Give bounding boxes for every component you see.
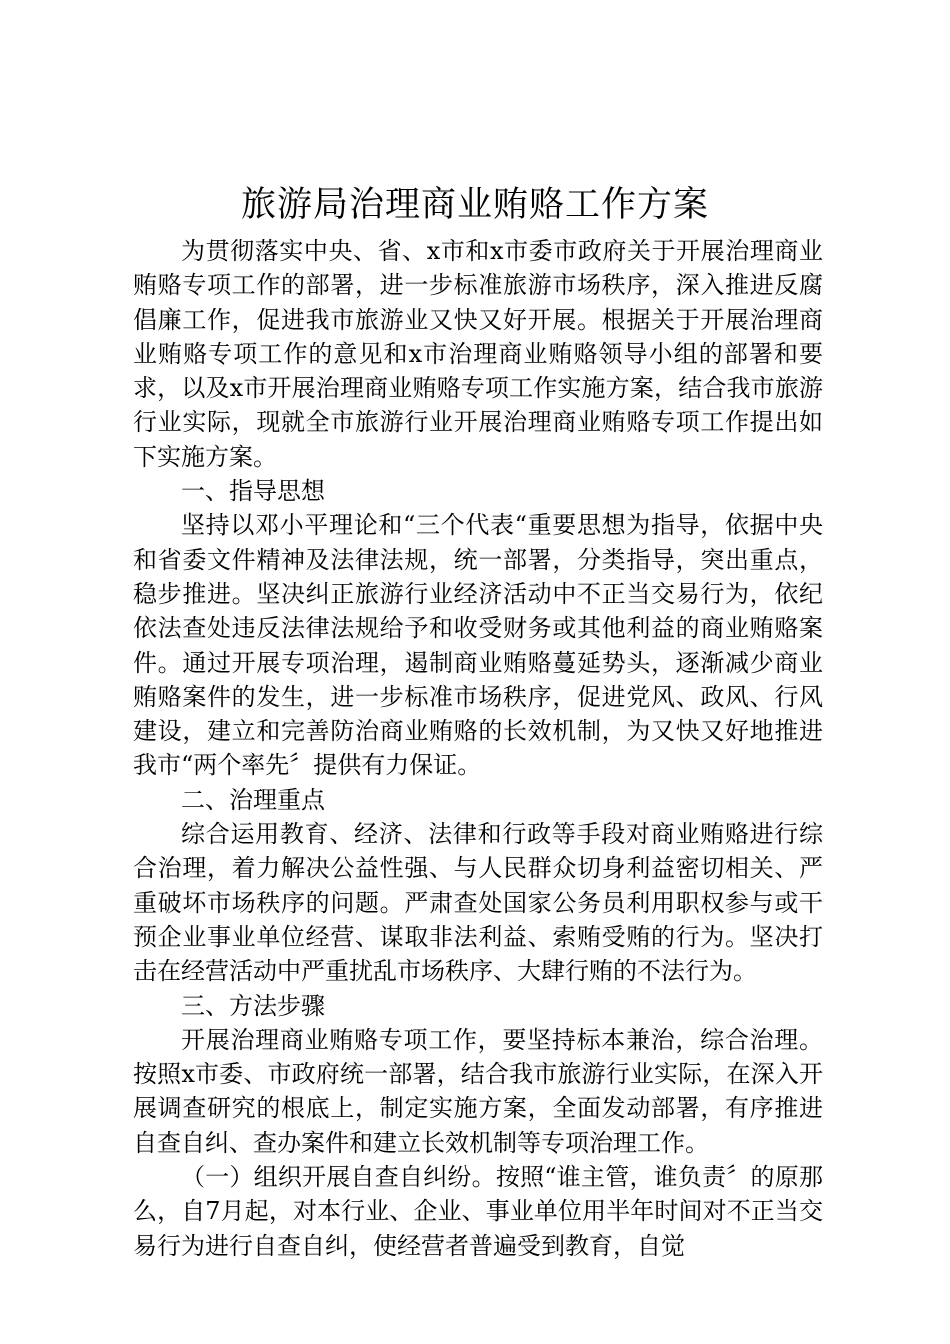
section-heading-method-steps: 三、方法步骤: [181, 991, 325, 1020]
section-heading-governance-focus: 二、治理重点: [181, 785, 325, 814]
section-heading-guiding-ideology: 一、指导思想: [181, 477, 325, 506]
intro-paragraph: 为贯彻落实中央、省、x市和x市委市政府关于开展治理商业贿赂专项工作的部署，进一步标准旅游市场秩序，深入推进反腐倡廉工作，促进我市旅游业又快又好开展。根据关于开展治理商业贿赂专项工作的意见和x市治理商业贿赂领导小组的部署和要求，以及x市开展治理商业贿赂专项工作实施方案，结合我市旅游行业实际，现就全市旅游行业开展治理商业贿赂专项工作提出如下实施方案。: [133, 237, 823, 471]
document-title: 旅游局治理商业贿赂工作方案: [240, 185, 709, 225]
self-inspection-paragraph: （一）组织开展自查自纠纷。按照“谁主管，谁负责〞的原那么，自7月起，对本行业、企业、事业单位用半年时间对不正当交易行为进行自查自纠，使经营者普遍受到教育，自觉: [133, 1163, 823, 1260]
document-body: [133, 234, 823, 1263]
governance-focus-paragraph: 综合运用教育、经济、法律和行政等手段对商业贿赂进行综合治理，着力解决公益性强、与人民群众切身利益密切相关、严重破坏市场秩序的问题。严肃查处国家公务员利用职权参与或干预企业事业单位经营、谋取非法利益、索贿受贿的行为。坚决打击在经营活动中严重扰乱市场秩序、大肆行贿的不法行为。: [133, 820, 823, 986]
guiding-ideology-paragraph: 坚持以邓小平理论和“三个代表“重要思想为指导，依据中央和省委文件精神及法律法规，统一部署，分类指导，突出重点，稳步推进。坚决纠正旅游行业经济活动中不正当交易行为，依纪依法查处违反法律法规给予和收受财务或其他利益的商业贿赂案件。通过开展专项治理，遏制商业贿赂蔓延势头，逐渐减少商业贿赂案件的发生，进一步标准市场秩序，促进党风、政风、行风建设，建立和完善防治商业贿赂的长效机制，为又快又好地推进我市“两个率先〞提供有力保证。: [133, 511, 823, 780]
method-steps-paragraph: 开展治理商业贿赂专项工作，要坚持标本兼治，综合治理。按照x市委、市政府统一部署，结合我市旅游行业实际，在深入开展调查研究的根底上，制定实施方案，全面发动部署，有序推进自查自纠、查办案件和建立长效机制等专项治理工作。: [133, 1025, 823, 1157]
